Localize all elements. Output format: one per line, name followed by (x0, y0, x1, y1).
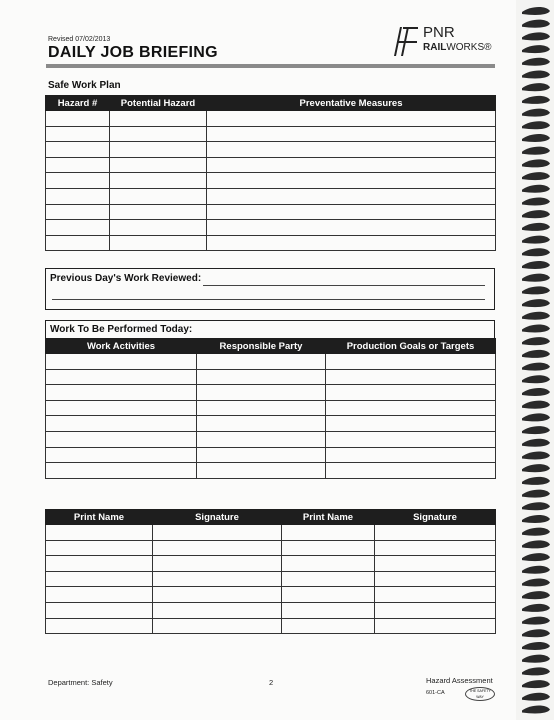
binding-coil (522, 121, 550, 129)
signature-cell[interactable] (282, 618, 375, 634)
signature-cell[interactable] (153, 602, 282, 618)
binding-coil (522, 159, 550, 167)
work-today-cell[interactable] (326, 400, 496, 416)
page-title: DAILY JOB BRIEFING (48, 44, 218, 61)
safe-work-plan-cell[interactable] (110, 235, 207, 251)
signature-row (46, 587, 496, 603)
footer-page-number: 2 (269, 678, 274, 687)
signature-cell[interactable] (46, 602, 153, 618)
col-signature-1: Signature (153, 510, 282, 525)
work-today-cell[interactable] (197, 354, 326, 370)
binding-coil (522, 197, 550, 205)
binding-coil (522, 629, 550, 637)
binding-coil (522, 134, 550, 142)
work-today-cell[interactable] (197, 416, 326, 432)
safe-work-plan-row (46, 111, 496, 127)
logo-rail-text: RAIL (423, 42, 447, 53)
work-today-cell[interactable] (46, 463, 197, 479)
safe-work-plan-cell[interactable] (110, 188, 207, 204)
safe-work-plan-cell[interactable] (46, 204, 110, 220)
logo-registered-mark: ® (484, 42, 492, 53)
signature-cell[interactable] (282, 540, 375, 556)
signature-row (46, 556, 496, 572)
company-logo (393, 25, 497, 59)
safe-work-plan-cell[interactable] (110, 157, 207, 173)
work-today-cell[interactable] (326, 463, 496, 479)
safe-work-plan-cell[interactable] (46, 111, 110, 127)
binding-coil (522, 363, 550, 371)
safe-work-plan-cell[interactable] (46, 157, 110, 173)
safe-work-plan-cell[interactable] (110, 111, 207, 127)
signature-cell[interactable] (153, 587, 282, 603)
binding-coil (522, 451, 550, 459)
safe-work-plan-cell[interactable] (110, 126, 207, 142)
safe-work-plan-cell[interactable] (46, 220, 110, 236)
safe-work-plan-row (46, 204, 496, 220)
safe-work-plan-row (46, 142, 496, 158)
work-today-cell[interactable] (326, 385, 496, 401)
work-today-cell[interactable] (46, 447, 197, 463)
binding-coil (522, 185, 550, 193)
col-print-name-1: Print Name (46, 510, 153, 525)
signature-cell[interactable] (375, 602, 496, 618)
work-today-label: Work To Be Performed Today: (50, 324, 193, 335)
binding-coil (522, 299, 550, 307)
binding-coil (522, 312, 550, 320)
signature-cell[interactable] (375, 571, 496, 587)
col-print-name-2: Print Name (282, 510, 375, 525)
safe-work-plan-row (46, 188, 496, 204)
binding-coil (522, 20, 550, 28)
safe-work-plan-cell[interactable] (110, 142, 207, 158)
binding-coil (522, 7, 550, 15)
work-today-table (45, 338, 496, 479)
binding-coil (522, 45, 550, 53)
signature-cell[interactable] (282, 556, 375, 572)
signature-row (46, 571, 496, 587)
logo-works-text: WORKS (446, 42, 485, 53)
safety-way-stamp: THE SAFETY WAY (465, 687, 495, 701)
binding-coil (522, 236, 550, 244)
work-today-cell[interactable] (46, 431, 197, 447)
safe-work-plan-cell[interactable] (207, 126, 496, 142)
work-today-row (46, 400, 496, 416)
safe-work-plan-cell[interactable] (207, 235, 496, 251)
work-today-cell[interactable] (46, 385, 197, 401)
safe-work-plan-cell[interactable] (207, 204, 496, 220)
binding-coil (522, 439, 550, 447)
col-work-activities: Work Activities (46, 339, 197, 354)
spiral-binding (516, 0, 554, 720)
work-today-cell[interactable] (326, 354, 496, 370)
safe-work-plan-cell[interactable] (46, 142, 110, 158)
safe-work-plan-cell[interactable] (207, 220, 496, 236)
binding-coil (522, 464, 550, 472)
binding-coil (522, 413, 550, 421)
binding-coil (522, 426, 550, 434)
binding-coil (522, 401, 550, 409)
binding-coil (522, 655, 550, 663)
previous-day-line-2[interactable] (52, 299, 485, 300)
signature-cell[interactable] (46, 618, 153, 634)
footer-doc-name: Hazard Assessment (426, 676, 493, 685)
work-today-cell[interactable] (197, 400, 326, 416)
binding-coil (522, 350, 550, 358)
binding-coil (522, 515, 550, 523)
work-today-row (46, 385, 496, 401)
binding-coil (522, 693, 550, 701)
logo-pnr-text: PNR (423, 24, 455, 41)
binding-coil (522, 223, 550, 231)
signature-cell[interactable] (153, 540, 282, 556)
binding-coil (522, 528, 550, 536)
col-signature-2: Signature (375, 510, 496, 525)
work-today-cell[interactable] (46, 416, 197, 432)
signature-cell[interactable] (153, 556, 282, 572)
safe-work-plan-cell[interactable] (46, 235, 110, 251)
binding-coil (522, 274, 550, 282)
signature-cell[interactable] (46, 525, 153, 541)
signature-cell[interactable] (375, 556, 496, 572)
safe-work-plan-cell[interactable] (110, 173, 207, 189)
binding-coil (522, 477, 550, 485)
signature-cell[interactable] (282, 602, 375, 618)
binding-coil (522, 502, 550, 510)
signature-row (46, 525, 496, 541)
safe-work-plan-row (46, 235, 496, 251)
signature-cell[interactable] (46, 540, 153, 556)
signature-cell[interactable] (153, 525, 282, 541)
col-potential-hazard: Potential Hazard (110, 96, 207, 111)
binding-coil (522, 591, 550, 599)
revised-date: Revised 07/02/2013 (48, 36, 111, 43)
work-today-row (46, 463, 496, 479)
signature-cell[interactable] (375, 618, 496, 634)
safe-work-plan-row (46, 173, 496, 189)
binding-coil (522, 109, 550, 117)
signature-cell[interactable] (153, 571, 282, 587)
signature-row (46, 618, 496, 634)
binding-coil (522, 147, 550, 155)
safe-work-plan-row (46, 126, 496, 142)
work-today-cell[interactable] (197, 431, 326, 447)
work-today-cell[interactable] (326, 369, 496, 385)
binding-coil (522, 705, 550, 713)
footer-department: Department: Safety (48, 678, 113, 687)
footer-doc-code: 601-CA (426, 690, 445, 696)
safe-work-plan-table (45, 95, 496, 251)
binding-coil (522, 337, 550, 345)
work-today-header-box (45, 320, 495, 340)
signature-cell[interactable] (282, 587, 375, 603)
work-today-row (46, 354, 496, 370)
binding-coil (522, 96, 550, 104)
binding-coil (522, 642, 550, 650)
binding-coil (522, 70, 550, 78)
safe-work-plan-cell[interactable] (110, 204, 207, 220)
safe-work-plan-row (46, 220, 496, 236)
signature-cell[interactable] (282, 571, 375, 587)
binding-coil (522, 566, 550, 574)
work-today-cell[interactable] (326, 447, 496, 463)
work-today-cell[interactable] (197, 463, 326, 479)
work-today-cell[interactable] (197, 385, 326, 401)
binding-coil (522, 375, 550, 383)
work-today-row (46, 431, 496, 447)
signature-cell[interactable] (153, 618, 282, 634)
binding-coil (522, 324, 550, 332)
work-today-cell[interactable] (197, 447, 326, 463)
safe-work-plan-cell[interactable] (46, 173, 110, 189)
signature-table (45, 509, 496, 634)
safe-work-plan-label: Safe Work Plan (48, 80, 121, 91)
col-responsible-party: Responsible Party (197, 339, 326, 354)
safe-work-plan-cell[interactable] (207, 173, 496, 189)
safe-work-plan-cell[interactable] (207, 188, 496, 204)
binding-coil (522, 553, 550, 561)
signature-row (46, 540, 496, 556)
previous-day-box (45, 268, 495, 310)
safe-work-plan-cell[interactable] (207, 142, 496, 158)
title-rule (46, 64, 495, 68)
signature-row (46, 602, 496, 618)
signature-cell[interactable] (46, 556, 153, 572)
previous-day-label: Previous Day's Work Reviewed: (50, 273, 202, 284)
logo-mark-icon (393, 25, 419, 57)
binding-coil (522, 490, 550, 498)
work-today-cell[interactable] (326, 431, 496, 447)
binding-coil (522, 261, 550, 269)
work-today-cell[interactable] (326, 416, 496, 432)
binding-coil (522, 32, 550, 40)
work-today-cell[interactable] (46, 400, 197, 416)
binding-coil (522, 83, 550, 91)
col-production-goals: Production Goals or Targets (326, 339, 496, 354)
col-preventative-measures: Preventative Measures (207, 96, 496, 111)
signature-cell[interactable] (375, 587, 496, 603)
binding-coil (522, 248, 550, 256)
safe-work-plan-cell[interactable] (46, 126, 110, 142)
previous-day-line-1[interactable] (203, 285, 485, 286)
binding-coil (522, 617, 550, 625)
binding-coil (522, 540, 550, 548)
signature-cell[interactable] (375, 540, 496, 556)
safe-work-plan-cell[interactable] (207, 157, 496, 173)
binding-coil (522, 58, 550, 66)
work-today-cell[interactable] (46, 369, 197, 385)
safe-work-plan-cell[interactable] (110, 220, 207, 236)
binding-coil (522, 667, 550, 675)
binding-coil (522, 388, 550, 396)
signature-cell[interactable] (46, 571, 153, 587)
binding-coil (522, 286, 550, 294)
safe-work-plan-cell[interactable] (46, 188, 110, 204)
signature-cell[interactable] (46, 587, 153, 603)
work-today-cell[interactable] (197, 369, 326, 385)
safe-work-plan-cell[interactable] (207, 111, 496, 127)
binding-coil (522, 680, 550, 688)
safe-work-plan-row (46, 157, 496, 173)
work-today-cell[interactable] (46, 354, 197, 370)
signature-cell[interactable] (375, 525, 496, 541)
work-today-row (46, 416, 496, 432)
binding-coil (522, 578, 550, 586)
work-today-row (46, 447, 496, 463)
signature-cell[interactable] (282, 525, 375, 541)
binding-coil (522, 210, 550, 218)
binding-coil (522, 604, 550, 612)
binding-coil (522, 172, 550, 180)
logo-railworks-text (423, 42, 492, 54)
work-today-row (46, 369, 496, 385)
col-hazard-number: Hazard # (46, 96, 110, 111)
